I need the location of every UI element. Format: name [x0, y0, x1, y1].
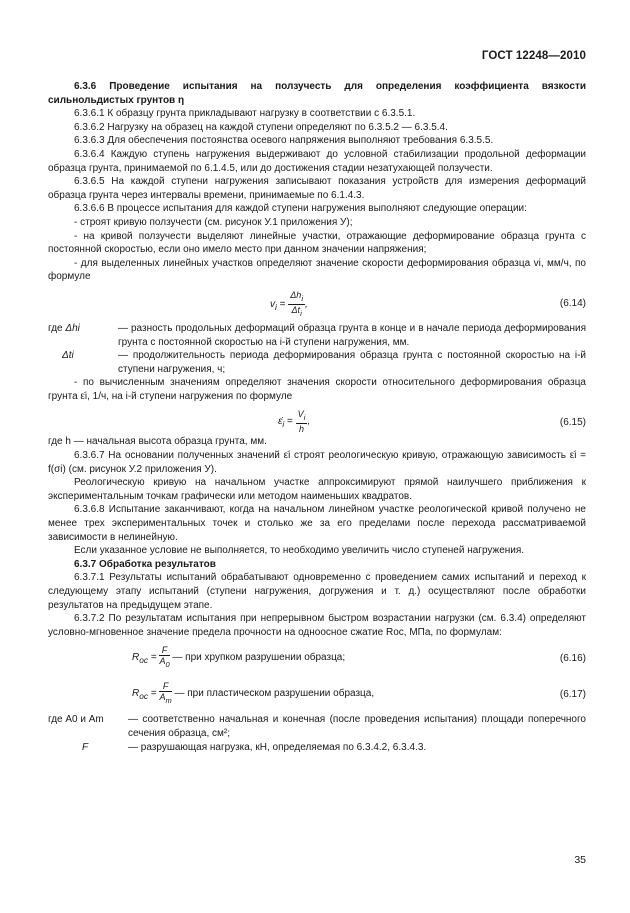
para-6-3-7-2: 6.3.7.2 По результатам испытания при непрерывном быстром возрастании нагрузки (см. 6.3.4) определяют условно-мгновенное значение предела прочности на одноосное сжатие Roc, МПа, по формулам: [48, 613, 586, 638]
denominator-sub: 0 [165, 660, 170, 670]
formula-lhs: ε̇ [278, 416, 283, 428]
formula-6-17: $R_{oc}$ = $\frac{F}{A_m}$ — при пластическом разрушении образца, (6.17) [132, 681, 586, 706]
formula-lhs-sub: i [282, 419, 285, 430]
para-6-3-6-1: 6.3.6.1 К образцу грунта прикладывают нагрузку в соответствии с 6.3.5.1. [74, 108, 416, 120]
para-rheological-approx: Реологическую кривую на начальном участке аппроксимируют прямой наилучшего приближения к экспериментальным точкам графически или методом наименьших квадратов. [48, 477, 586, 502]
formula-fraction [159, 681, 171, 706]
denominator-sub: i [300, 308, 302, 318]
formula-condition: — при хрупком разрушении образца; [172, 652, 346, 664]
para-6-3-6-6: 6.3.6.6 В процессе испытания для каждой ступени нагружения выполняют следующие операции: [74, 203, 527, 215]
definition-delta-t [48, 349, 586, 376]
definition-force [48, 741, 586, 755]
para-6-3-6-3: 6.3.6.3 Для обеспечения постоянства осевого напряжения выполняют требования 6.3.5.5. [74, 135, 494, 147]
definition-delta-h [48, 322, 586, 349]
formula-number: (6.14) [559, 297, 586, 309]
para-6-3-6-2: 6.3.6.2 Нагрузку на образец на каждой ступени определяют по 6.3.5.2 — 6.3.5.4. [74, 121, 448, 133]
formula-6-16: $R_{oc}$ = $\frac{F}{A_0}$ — при хрупком разрушении образца; (6.16) [132, 645, 586, 670]
formula-number: (6.17) [559, 689, 586, 701]
formula-6-14: $v_i$ = $\frac{\Delta h_i}{\Delta t_i}$ , (6.14) [270, 289, 586, 318]
para-6-3-6-8: 6.3.6.8 Испытание заканчивают, когда на начальном линейном участке реологической кривой получено не менее трех экспериментальных точек и столько же за его пределами после перехода рассматриваемой зависимости в нелинейную. [48, 504, 586, 543]
formula-number: (6.15) [559, 417, 586, 429]
formula-6-15: $\varepsiloṅ_i$ = $\frac{V_i}{h}$ , (6.15) [278, 409, 586, 435]
formula-fraction [296, 409, 308, 434]
formula-lhs-sub: oc [139, 655, 149, 666]
page-content [48, 80, 586, 754]
symbol-force: F [82, 741, 89, 753]
symbol-areas: где A0 и Am [48, 714, 104, 726]
definition-h: где h — начальная высота образца грунта, мм. [48, 436, 267, 448]
fraction-denominator: Δt [291, 304, 301, 315]
bullet-deformation-rate: - для выделенных линейных участков определяют значение скорости деформирования образца vi, мм/ч, по формуле [48, 257, 586, 283]
denominator-sub: m [165, 696, 172, 706]
fraction-denominator: A [159, 692, 166, 703]
formula-condition: — при пластическом разрушении образца, [174, 688, 375, 700]
fraction-numerator: Δh [290, 289, 302, 300]
definition-text: — разность продольных деформаций образца грунта в конце и в начале периода деформирования грунта с постоянной скоростью на i-й ступени нагружения, мм. [118, 322, 586, 348]
section-heading-6-3-6: 6.3.6 Проведение испытания на ползучесть для определения коэффициента вязкости сильнольдистых грунтов η [48, 81, 586, 106]
numerator-sub: i [303, 413, 306, 423]
formula-lhs: R [132, 688, 140, 700]
formula-fraction [159, 645, 169, 670]
para-6-3-6-4: 6.3.6.4 Каждую ступень нагружения выдерживают до условной стабилизации продольной деформации образца грунта, принимаемой по 6.1.4.5, или до достижения стадии незатухающей ползучести. [48, 148, 586, 174]
fraction-numerator: F [162, 681, 169, 692]
fraction-denominator: A [159, 656, 166, 667]
para-6-3-6-5: 6.3.6.5 На каждой ступени нагружения записывают показания устройств для измерения деформаций образца грунта через интервалы времени, принимаемые по 6.1.4.3. [48, 176, 586, 201]
bullet-creep-curve: - строят кривую ползучести (см. рисунок У.1 приложения У); [74, 216, 353, 228]
formula-lhs: v [270, 298, 275, 310]
formula-number: (6.16) [559, 653, 586, 665]
symbol-delta-t: Δti [62, 350, 74, 362]
definitions-6-17 [48, 713, 586, 754]
fraction-denominator: h [299, 424, 305, 435]
bullet-relative-rate: - по вычисленным значениям определяют значения скорости относительного деформирования образца грунта ε̇i, 1/ч, на i-й ступени нагружения по формуле [48, 377, 586, 402]
formula-lhs: R [132, 652, 140, 664]
bullet-linear-sections: - на кривой ползучести выделяют линейные участки, отражающие деформирование образца грунта с постоянной скоростью, если оно имело место при данном значении напряжения; [48, 230, 586, 256]
doc-code-header: ГОСТ 12248—2010 [481, 50, 586, 62]
formula-lhs-sub: i [275, 301, 277, 312]
symbol-delta-h: Δhi [65, 322, 80, 334]
fraction-numerator: F [161, 645, 168, 656]
definition-text: — соответственно начальная и конечная (после проведения испытания) площади поперечного сечения образца, см²; [128, 714, 586, 739]
formula-lhs-sub: oc [139, 691, 149, 702]
para-6-3-6-7: 6.3.6.7 На основании полученных значений ε̇i строят реологическую кривую, отражающую зависимость ε̇i = f(σi) (см. рисунок У.2 приложения У). [48, 450, 586, 475]
page-number: 35 [574, 854, 586, 866]
para-increase-steps: Если указанное условие не выполняется, то необходимо увеличить число ступеней нагружения. [74, 545, 525, 557]
section-heading-6-3-7: 6.3.7 Обработка результатов [74, 558, 216, 570]
definition-text: — разрушающая нагрузка, кН, определяемая по 6.3.4.2, 6.3.4.3. [128, 741, 427, 753]
where-label: где [48, 322, 63, 334]
definitions-6-14 [48, 322, 586, 376]
numerator-sub: i [301, 293, 303, 303]
definition-text: — продолжительность периода деформирования образца грунта с постоянной скоростью на i-й ступени нагружения, ч; [118, 350, 586, 375]
formula-fraction [288, 290, 305, 319]
definition-areas [48, 713, 586, 740]
para-6-3-7-1: 6.3.7.1 Результаты испытаний обрабатывают одновременно с проведением самих испытаний и переход к следующему этапу испытаний (ступени нагружения, догружения и т. д.) осуществляют после обработки результатов на предыдущем этапе. [48, 572, 586, 611]
fraction-numerator: V [297, 409, 304, 420]
